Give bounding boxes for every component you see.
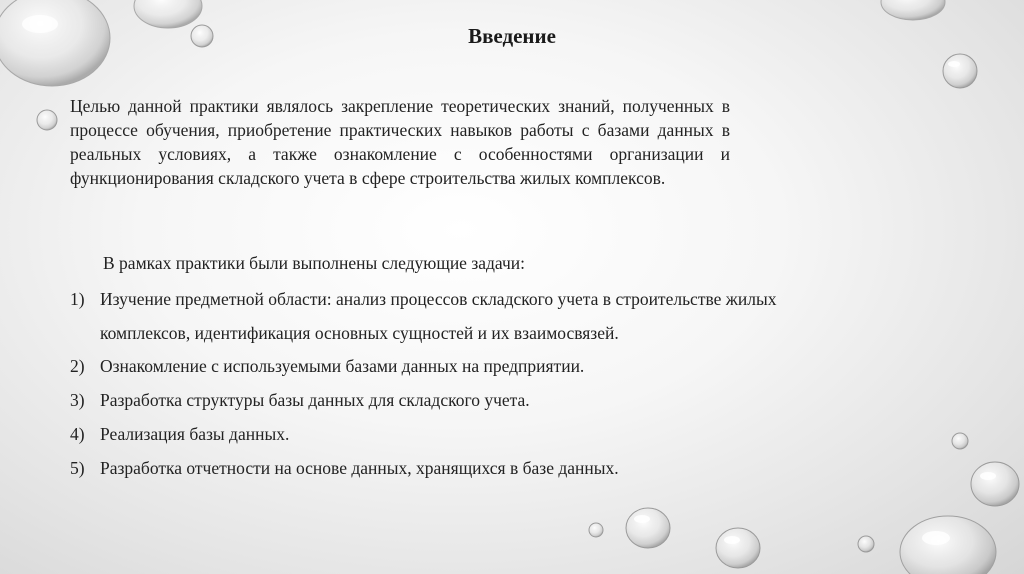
task-item [70,456,870,480]
task-item [70,354,870,378]
task-text: Разработка отчетности на основе данных, хранящихся в базе данных. [100,458,619,478]
drop-bottom-left-1 [626,508,670,548]
drop-right-upper [943,54,977,88]
tasks-heading: В рамках практики были выполнены следующие задачи: [103,253,526,273]
task-number: 4) [70,424,85,444]
slide-title: Введение [468,24,556,48]
drop-left-mid [37,110,57,130]
drop-right-small [952,433,968,449]
drop-top-right [881,0,945,20]
drop-bottom-right-large [900,516,996,574]
intro-paragraph: Целью данной практики являлось закрепление теоретических знаний, полученных в процессе обучения, приобретение практических навыков работы с базами данных в реальных условиях, а также ознакомление с особенностями организации и функционирования складского учета в сфере строительства жилых комплексов. [70,96,730,188]
task-number: 2) [70,356,85,376]
drop-bottom-mid [716,528,760,568]
task-text: Реализация базы данных. [100,424,290,444]
task-number: 1) [70,289,85,309]
task-item [70,388,870,412]
drop-right-mid [971,462,1019,506]
task-text: Ознакомление с используемыми базами данных на предприятии. [100,356,585,376]
task-item [70,422,870,446]
drop-bottom-small-1 [589,523,603,537]
task-number: 3) [70,390,85,410]
drop-bottom-small-2 [858,536,874,552]
task-text: Разработка структуры базы данных для складского учета. [100,390,530,410]
task-number: 5) [70,458,85,478]
task-item [70,282,870,350]
task-text: Изучение предметной области: анализ процессов складского учета в строительстве жилых комплексов, идентификация основных сущностей и их взаимосвязей. [100,289,777,343]
tasks-list [70,287,870,490]
